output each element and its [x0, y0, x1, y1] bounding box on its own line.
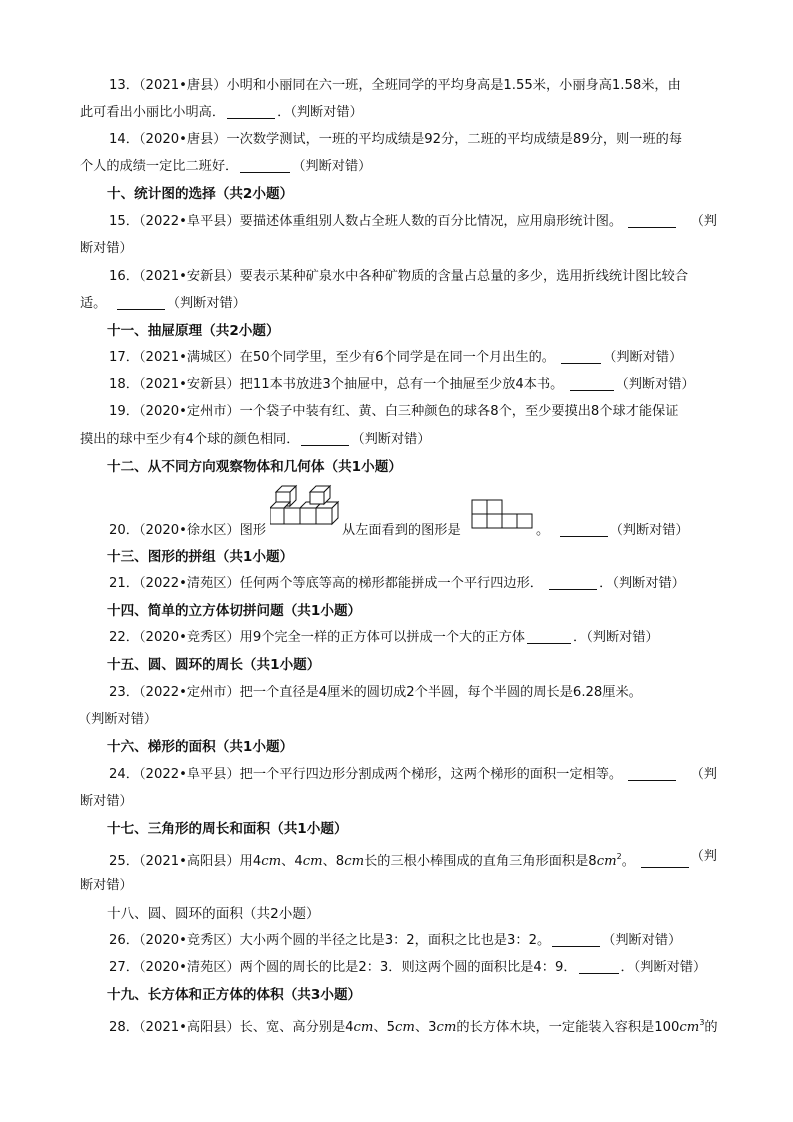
- left-view-figure-icon: [470, 498, 534, 530]
- answer-blank[interactable]: [552, 932, 600, 947]
- answer-blank[interactable]: [628, 213, 676, 228]
- question-14-line-1: 14．（2020•唐县）一次数学测试，一班的平均成绩是92分，二班的平均成绩是89分，则一班的每: [109, 132, 683, 147]
- answer-blank[interactable]: [641, 853, 689, 868]
- answer-blank[interactable]: [301, 431, 349, 446]
- section-heading-12: 十二、从不同方向观察物体和几何体（共1小题）: [107, 459, 402, 475]
- answer-blank[interactable]: [549, 575, 597, 590]
- question-22: 22．（2020•竞秀区）用9个完全一样的正方体可以拼成一个大的正方体 ．（判断对错）: [109, 630, 659, 645]
- question-19-line-2: 摸出的球中至少有4个球的颜色相同． （判断对错）: [80, 432, 431, 447]
- section-heading-18: 十八、圆、圆环的面积（共2小题）: [107, 906, 320, 922]
- cube-stack-figure-icon: [270, 482, 342, 528]
- question-20-middle: 从左面看到的图形是: [342, 523, 461, 538]
- question-19-line-1: 19．（2020•定州市）一个袋子中装有红、黄、白三种颜色的球各8个，至少要摸出8个球才能保证: [109, 404, 679, 419]
- question-16-line-1: 16．（2021•安新县）要表示某种矿泉水中各种矿物质的含量占总量的多少，选用折线统计图比较合: [109, 269, 689, 284]
- section-heading-16: 十六、梯形的面积（共1小题）: [107, 739, 294, 755]
- question-24-line-2: 断对错）: [80, 794, 133, 809]
- question-23-line-2: （判断对错）: [78, 712, 158, 727]
- question-13-line-1: 13．（2021•唐县）小明和小丽同在六一班，全班同学的平均身高是1.55米，小丽身高1.58米，由: [109, 78, 681, 93]
- question-23-line-1: 23．（2022•定州市）把一个直径是4厘米的圆切成2个半圆，每个半圆的周长是6.28厘米。: [109, 685, 642, 700]
- question-20: 20．（2020•徐水区）图形: [109, 523, 267, 538]
- section-heading-19: 十九、长方体和正方体的体积（共3小题）: [107, 987, 362, 1003]
- answer-blank[interactable]: [560, 522, 608, 537]
- question-20-end: 。 （判断对错）: [536, 523, 689, 538]
- answer-blank[interactable]: [527, 629, 571, 644]
- question-24-line-1: 24．（2022•阜平县）把一个平行四边形分割成两个梯形，这两个梯形的面积一定相等。 （判: [109, 767, 717, 782]
- question-14-line-2: 个人的成绩一定比二班好． （判断对错）: [80, 159, 372, 174]
- question-18: 18．（2021•安新县）把11本书放进3个抽屉中，总有一个抽屉至少放4本书。 （判断对错）: [109, 377, 695, 392]
- section-heading-11: 十一、抽屉原理（共2小题）: [107, 323, 280, 339]
- question-15-line-2: 断对错）: [80, 241, 133, 256]
- question-13-line-2: 此可看出小丽比小明高． ．（判断对错）: [80, 105, 363, 120]
- answer-blank[interactable]: [570, 376, 614, 391]
- question-17: 17．（2021•满城区）在50个同学里，至少有6个同学是在同一个月出生的。 （判断对错）: [109, 350, 683, 365]
- answer-blank[interactable]: [227, 104, 275, 119]
- question-25-line-2: 断对错）: [80, 878, 133, 893]
- answer-blank[interactable]: [117, 295, 165, 310]
- answer-blank[interactable]: [628, 766, 676, 781]
- section-heading-13: 十三、图形的拼组（共1小题）: [107, 549, 294, 565]
- answer-blank[interactable]: [561, 349, 601, 364]
- answer-blank[interactable]: [579, 959, 619, 974]
- section-heading-17: 十七、三角形的周长和面积（共1小题）: [107, 821, 348, 837]
- section-heading-10: 十、统计图的选择（共2小题）: [107, 186, 294, 202]
- section-heading-14: 十四、简单的立方体切拼问题（共1小题）: [107, 603, 362, 619]
- question-16-line-2: 适。 （判断对错）: [80, 296, 246, 311]
- question-28-line-1: 28．（2021•高阳县）长、宽、高分别是4cm、5cm、3cm的长方体木块，一定能装入容积是$100cm^3$的: [109, 1018, 718, 1035]
- answer-blank[interactable]: [240, 158, 290, 173]
- question-27: 27．（2020•清苑区）两个圆的周长的比是2：3．则这两个圆的面积比是4：9． ．（判断对错）: [109, 960, 707, 975]
- question-26: 26．（2020•竞秀区）大小两个圆的半径之比是3：2，面积之比也是3：2。 （判断对错）: [109, 933, 682, 948]
- question-25-line-1: 25．（2021•高阳县）用4cm、4cm、8cm长的三根小棒围成的直角三角形面积是$8cm^2$。 （判: [109, 849, 717, 869]
- question-15-line-1: 15．（2022•阜平县）要描述体重组别人数占全班人数的百分比情况，应用扇形统计图。 （判: [109, 214, 717, 229]
- section-heading-15: 十五、圆、圆环的周长（共1小题）: [107, 657, 321, 673]
- question-21: 21．（2022•清苑区）任何两个等底等高的梯形都能拼成一个平行四边形． ．（判断对错）: [109, 576, 685, 591]
